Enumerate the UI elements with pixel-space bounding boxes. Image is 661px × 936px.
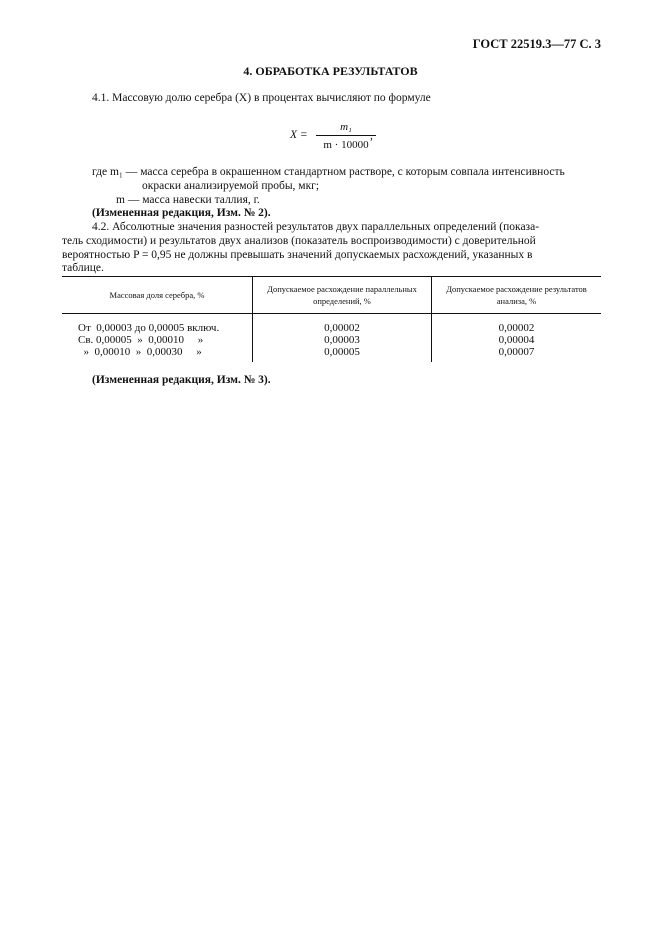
definition-m1-continued: окраски анализируемой пробы, мкг; [142,180,320,192]
page-header: ГОСТ 22519.3—77 С. 3 [472,37,601,51]
tolerance-table [62,276,601,362]
definition-text: масса навески таллия, г. [142,194,260,206]
paragraph-4-2-line3: вероятностью P = 0,95 не должны превышать значений допускаемых расхождений, указанных в [62,249,533,261]
definition-m [116,193,260,207]
cell-range: » 0,00010 » 0,00030 » [78,346,202,358]
paragraph-4-2-line1: 4.2. Абсолютные значения разностей результатов двух параллельных определений (показа- [92,221,540,233]
formula-fraction [316,120,376,152]
table-row [62,334,601,346]
cell-parallel: 0,00005 [253,346,432,362]
header-parallel: Допускаемое расхождение параллельных определений, % [253,277,432,314]
header-mass-fraction: Массовая доля серебра, % [62,277,253,314]
paragraph-4-2-line4: таблице. [62,262,104,274]
definition-text: масса серебра в окрашенном стандартном растворе, с которым совпала интенсивность [140,166,565,178]
table-header-row [62,277,601,314]
cell-parallel: 0,00003 [253,334,432,346]
paragraph-4-1: 4.1. Массовую долю серебра (X) в процентах вычисляют по формуле [92,92,431,104]
formula-comma: , [370,130,373,142]
paragraph-4-2-line2: тель сходимости) и результатов двух анализов (показатель воспроизводимости) с доверительной [62,235,536,247]
formula-numerator: m₁ [340,121,352,133]
formula-denominator: m · 10000 [323,139,369,151]
revision-note-3: (Измененная редакция, Изм. № 3). [92,374,271,386]
fraction-bar [316,135,376,136]
formula-lhs: X = [290,129,308,141]
table-row [62,314,601,335]
definition-m1 [92,165,602,179]
definition-prefix: m — [116,194,140,206]
cell-analysis: 0,00004 [432,334,602,346]
cell-analysis: 0,00007 [432,346,602,362]
section-title: 4. ОБРАБОТКА РЕЗУЛЬТАТОВ [243,64,418,78]
header-analysis: Допускаемое расхождение результатов анализа, % [432,277,602,314]
cell-range: От 0,00003 до 0,00005 включ. [78,322,220,334]
cell-parallel: 0,00002 [253,314,432,335]
table-row [62,346,601,362]
revision-note-2: (Измененная редакция, Изм. № 2). [92,207,271,219]
definition-prefix: где m₁ — [92,166,138,178]
cell-analysis: 0,00002 [432,314,602,335]
formula [290,120,410,160]
cell-range: Св. 0,00005 » 0,00010 » [78,334,204,346]
